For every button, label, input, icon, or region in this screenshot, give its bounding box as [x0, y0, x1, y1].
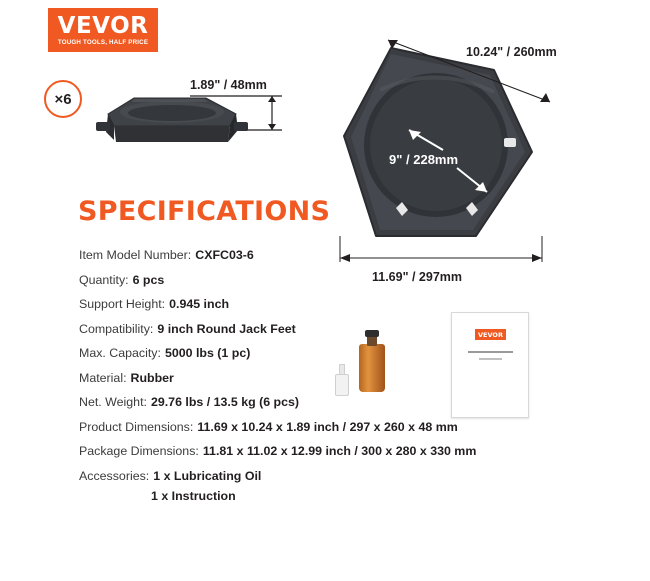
- spec-value: 9 inch Round Jack Feet: [157, 321, 296, 336]
- spec-label: Net. Weight:: [79, 395, 147, 409]
- spec-row: [79, 297, 549, 312]
- inner-diameter-label: 9" / 228mm: [389, 152, 459, 167]
- spec-row: [79, 444, 549, 459]
- specifications-heading: SPECIFICATIONS: [78, 196, 331, 227]
- spec-value: 11.69 x 10.24 x 1.89 inch / 297 x 260 x 48 mm: [197, 419, 458, 434]
- manual-logo: VEVOR: [475, 329, 506, 340]
- spec-value: 0.945 inch: [169, 297, 230, 311]
- spec-row: [79, 248, 549, 263]
- spec-label: Package Dimensions:: [79, 444, 199, 458]
- spec-label: Compatibility:: [79, 321, 154, 336]
- spec-value: 11.81 x 11.02 x 12.99 inch / 300 x 280 x 330 mm: [202, 444, 477, 458]
- spec-value: 6 pcs: [132, 272, 165, 287]
- spec-label: Support Height:: [79, 297, 166, 311]
- spec-row: [79, 420, 549, 435]
- manual-title-line: [468, 351, 513, 353]
- height-dimension-marker: [186, 60, 296, 150]
- dropper-applicator-image: [333, 364, 349, 394]
- width-dimension-label: 10.24" / 260mm: [466, 45, 557, 59]
- spec-row-accessories: [79, 469, 549, 504]
- spec-label: Max. Capacity:: [79, 346, 161, 360]
- vevor-logo: [48, 8, 158, 52]
- bottle-body: [359, 344, 385, 392]
- height-dimension-label: 1.89" / 48mm: [190, 78, 267, 92]
- lubricating-oil-bottle-image: [359, 330, 385, 392]
- spec-value: CXFC03-6: [195, 248, 254, 262]
- spec-row: [79, 273, 549, 288]
- spec-label: Item Model Number:: [79, 248, 192, 262]
- accessories-second-line: 1 x Instruction: [151, 488, 236, 503]
- spec-label: Quantity:: [79, 272, 129, 287]
- quantity-badge: ×6: [44, 80, 82, 118]
- spec-value: 5000 lbs (1 pc): [164, 346, 251, 360]
- spec-value: 29.76 lbs / 13.5 kg (6 pcs): [150, 395, 300, 409]
- length-dimension-label: 11.69" / 297mm: [372, 270, 463, 284]
- spec-value: Rubber: [130, 370, 174, 385]
- spec-label: Accessories:: [79, 468, 150, 483]
- spec-label: Product Dimensions:: [79, 419, 194, 434]
- spec-value: 1 x Lubricating Oil: [153, 468, 262, 483]
- instruction-manual-image: [451, 312, 529, 418]
- brand-name: VEVOR: [57, 12, 149, 39]
- manual-subtitle-line: [479, 358, 502, 360]
- dropper-body: [335, 374, 349, 396]
- brand-tagline: TOUGH TOOLS, HALF PRICE: [57, 38, 149, 46]
- bottle-cap: [365, 330, 379, 337]
- spec-label: Material:: [79, 370, 127, 385]
